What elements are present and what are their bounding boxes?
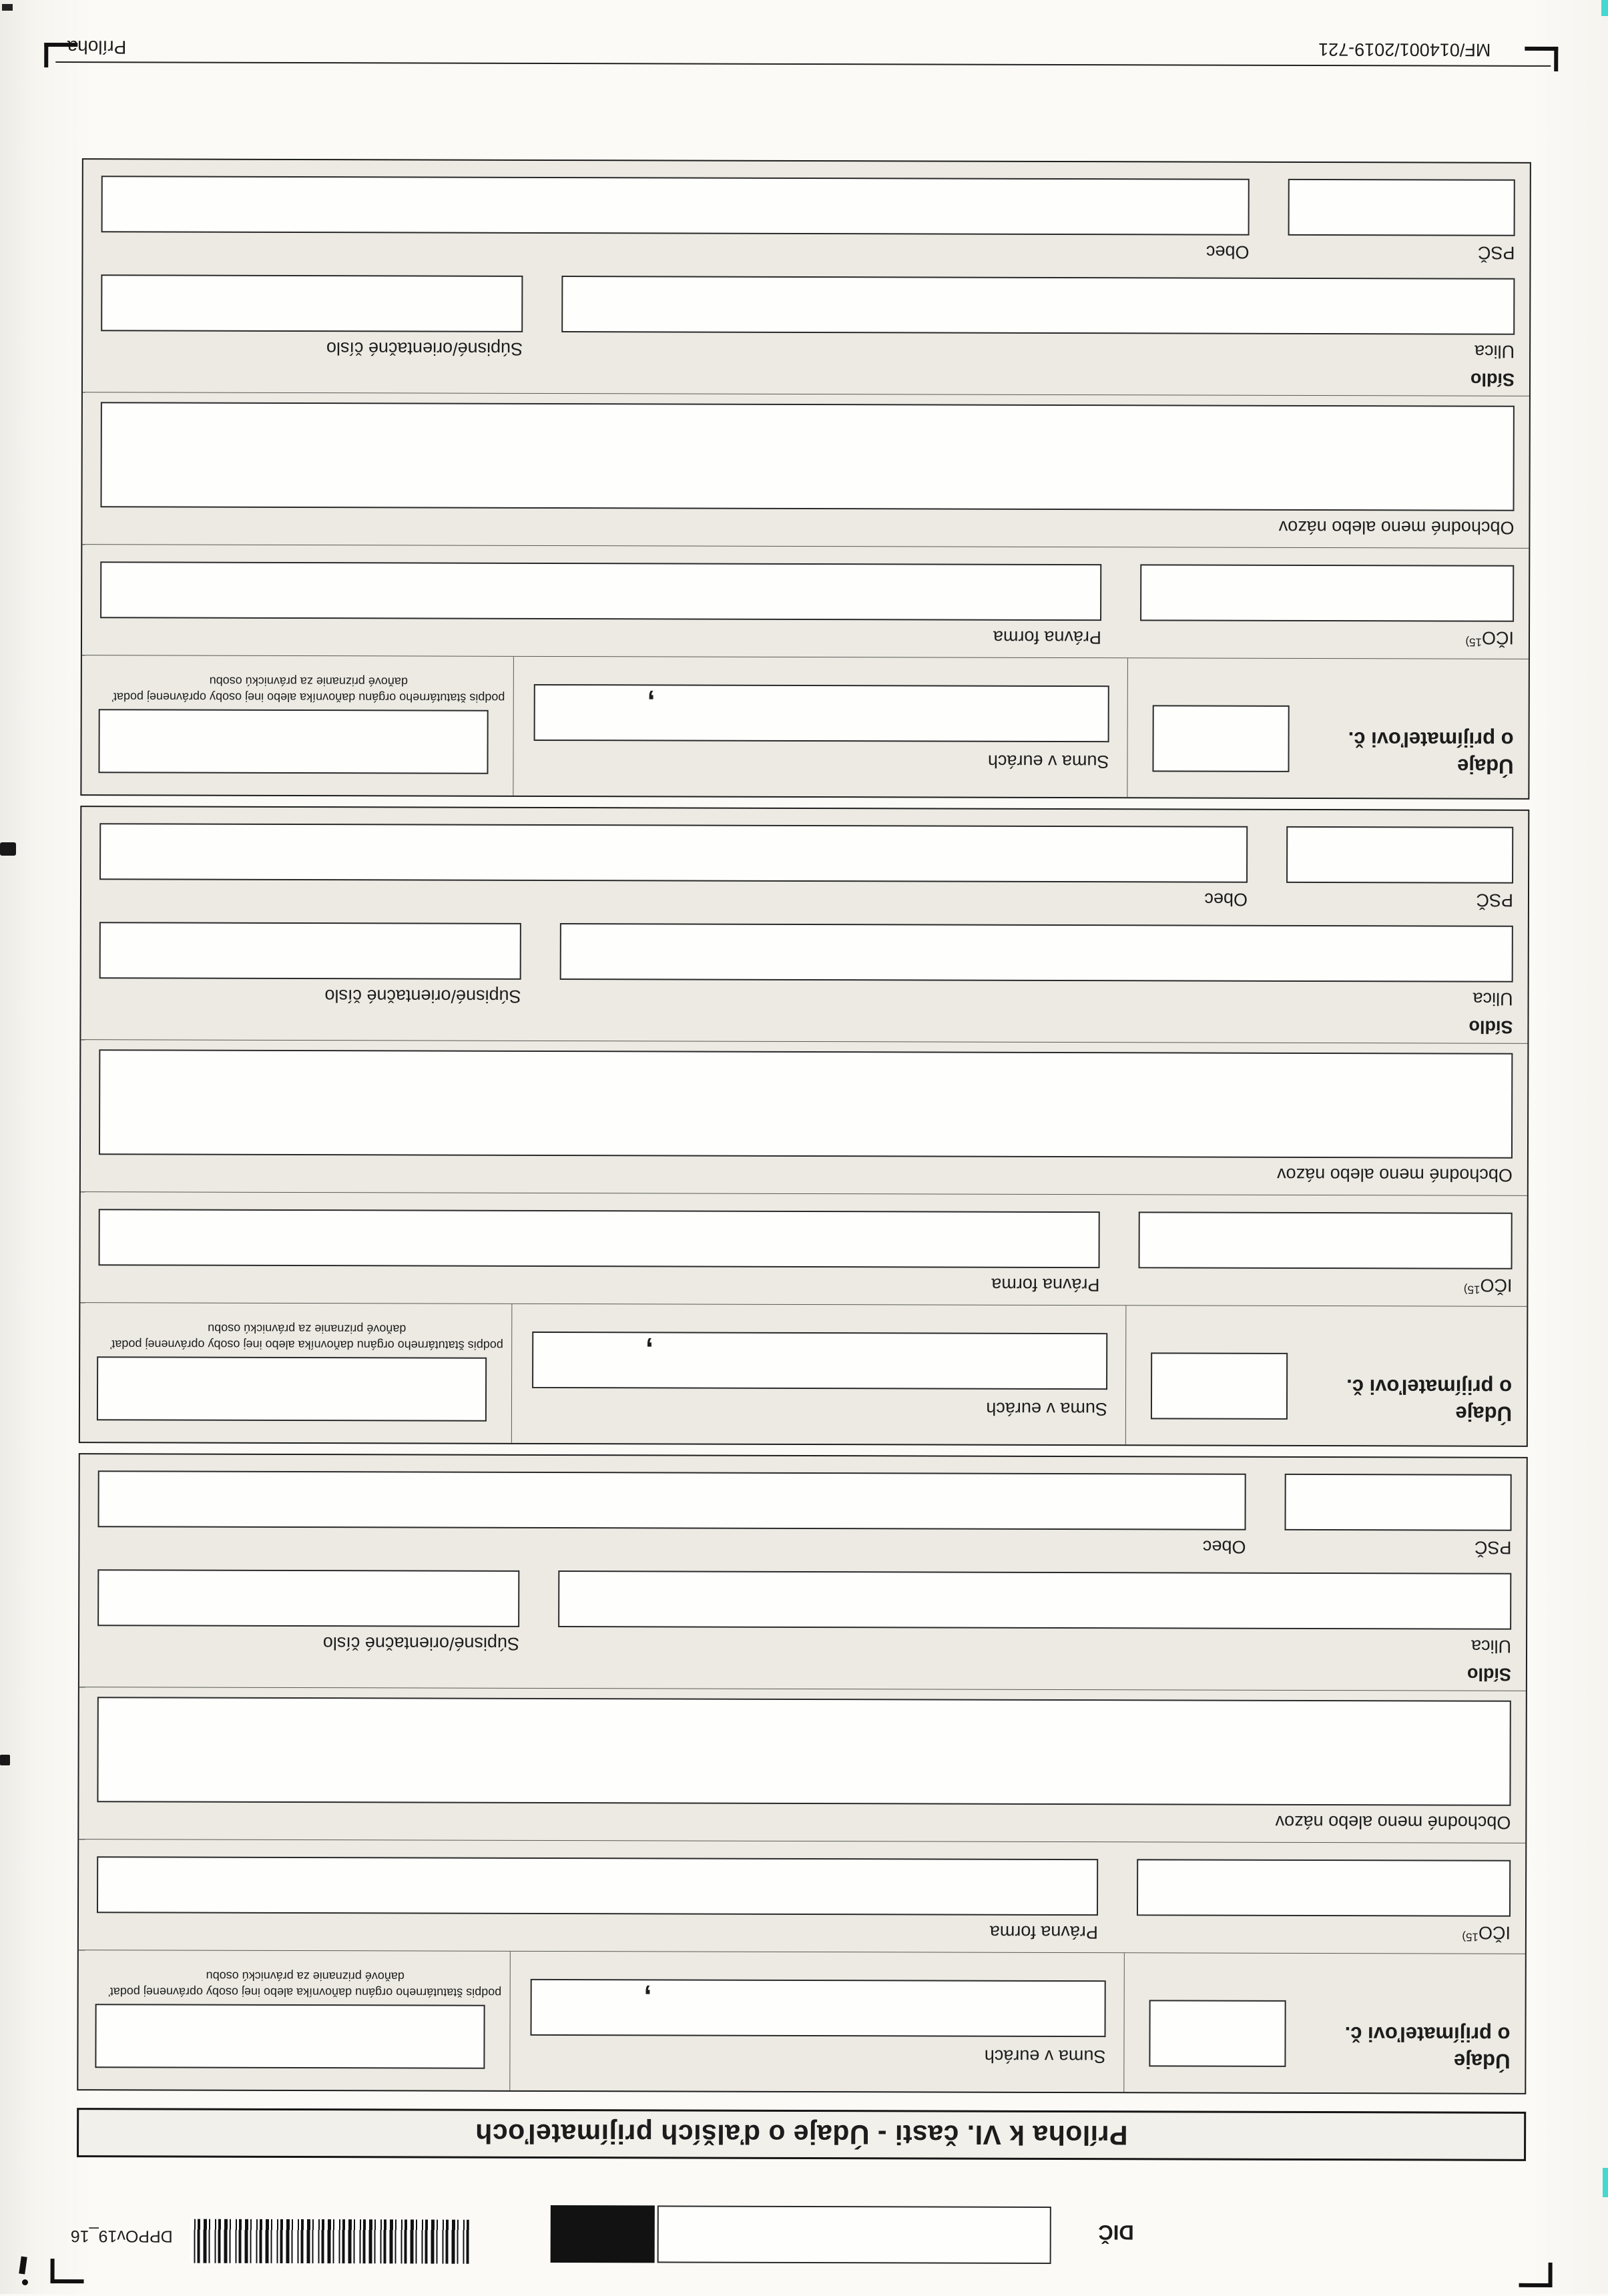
scan-artifact [0, 842, 16, 856]
signature-caption [90, 1968, 521, 2001]
section-title [1344, 2021, 1510, 2074]
obec-field [101, 176, 1250, 236]
signature-caption [93, 673, 524, 706]
ico-field [1139, 1211, 1513, 1269]
divider [82, 655, 1529, 659]
scan-artifact [0, 1755, 10, 1765]
footer-rule [55, 61, 1551, 67]
obec-label: Obec [1205, 242, 1250, 262]
page-title [77, 2108, 1526, 2161]
ulica-label: Ulica [1472, 988, 1513, 1009]
psc-field [1286, 826, 1513, 884]
suma-label: Suma v eurách [984, 2046, 1106, 2067]
ulica-field [560, 923, 1513, 982]
psc-label: PSČ [1474, 1537, 1512, 1558]
sidlo-label: Sídlo [1470, 369, 1515, 390]
ministry-code: MF/014001/2019-721 [1318, 39, 1491, 60]
print-mark-block [551, 2205, 655, 2263]
section-title-line1: Údaje [1457, 754, 1514, 778]
divider [79, 1687, 1526, 1691]
section-title [1348, 726, 1513, 780]
signature-caption-line2: daňové priznanie za právnickú osobu [209, 674, 408, 689]
pravna-forma-label: Právna forma [989, 1922, 1098, 1943]
signature-caption-line1: podpis štatutárneho orgánu daňovníka alebo inej osoby oprávnenej podať [110, 1338, 503, 1352]
ulica-label: Ulica [1475, 341, 1515, 362]
psc-label: PSČ [1476, 890, 1514, 910]
scan-artifact [1603, 2168, 1608, 2197]
corner-mark-icon [1519, 2263, 1553, 2287]
obec-field [98, 1470, 1246, 1530]
supisne-label: Súpisné/orientačné číslo [324, 986, 521, 1007]
psc-field [1288, 179, 1515, 236]
obchodne-meno-label: Obchodné meno alebo názov [1277, 1164, 1513, 1185]
divider [80, 1302, 1527, 1307]
section-title-line1: Údaje [1455, 1402, 1513, 1426]
ico-label: IČO$^{15)}$ [1465, 627, 1515, 649]
amount-field [532, 1332, 1107, 1390]
ulica-field [558, 1570, 1511, 1630]
decimal-comma: , [643, 1984, 652, 2016]
scan-artifact [22, 2279, 28, 2285]
supisne-label: Súpisné/orientačné číslo [322, 1633, 520, 1654]
recipient-section-2 [79, 806, 1529, 1447]
suma-label: Suma v eurách [987, 751, 1109, 772]
divider [1125, 1306, 1127, 1444]
pravna-forma-label: Právna forma [993, 627, 1102, 648]
signature-field [97, 1356, 487, 1422]
recipient-number-field [1152, 705, 1289, 772]
signature-caption [91, 1320, 522, 1354]
divider [81, 1039, 1527, 1044]
divider [1127, 658, 1128, 797]
scan-artifact [2, 4, 13, 11]
scan-artifact [1601, 0, 1608, 16]
page-title-text: Príloha k VI. časti - Údaje o ďalších prijímateľoch [475, 2118, 1128, 2151]
pravna-forma-field [100, 561, 1101, 621]
section-title-line1: Údaje [1453, 2049, 1511, 2073]
obec-label: Obec [1204, 889, 1248, 910]
sidlo-label: Sídlo [1468, 1017, 1513, 1037]
decimal-comma: , [647, 689, 655, 721]
obec-field [99, 823, 1248, 883]
obchodne-meno-label: Obchodné meno alebo názov [1278, 517, 1515, 538]
obchodne-meno-field [97, 1697, 1511, 1806]
recipient-number-field [1151, 1352, 1288, 1420]
divider [1123, 1953, 1125, 2092]
divider [79, 1839, 1525, 1843]
signature-caption-line2: daňové priznanie za právnickú osobu [208, 1322, 407, 1336]
supisne-field [101, 274, 523, 332]
supisne-label: Súpisné/orientačné číslo [326, 338, 523, 359]
psc-field [1284, 1474, 1511, 1531]
section-title-line2: o prijímateľovi č. [1344, 2022, 1511, 2047]
priloha-label: Príloha [67, 37, 127, 58]
section-title [1346, 1374, 1512, 1427]
signature-field [98, 709, 488, 774]
recipient-section-1 [77, 1453, 1527, 2094]
divider [81, 1191, 1527, 1196]
ico-label: IČO$^{15)}$ [1462, 1922, 1511, 1944]
suma-label: Suma v eurách [986, 1398, 1108, 1420]
recipient-section-3 [80, 158, 1531, 800]
sidlo-label: Sídlo [1466, 1664, 1511, 1685]
recipient-number-field [1149, 2000, 1286, 2067]
dic-label: DIČ [1098, 2221, 1134, 2245]
corner-mark-icon [51, 2259, 84, 2283]
pravna-forma-field [97, 1856, 1098, 1916]
obchodne-meno-field [101, 402, 1515, 511]
psc-label: PSČ [1477, 242, 1515, 263]
obchodne-meno-label: Obchodné meno alebo názov [1275, 1811, 1511, 1833]
obchodne-meno-field [99, 1049, 1513, 1159]
barcode-icon [190, 2219, 469, 2264]
obec-label: Obec [1202, 1536, 1246, 1557]
divider [79, 1950, 1525, 1954]
divider [83, 392, 1529, 396]
signature-caption-line1: podpis štatutárneho orgánu daňovníka alebo inej osoby oprávnenej podať [109, 1985, 502, 2000]
supisne-field [97, 1569, 519, 1627]
section-title-line2: o prijímateľovi č. [1348, 728, 1514, 752]
ico-field [1137, 1859, 1511, 1916]
supisne-field [99, 922, 521, 980]
signature-caption-line2: daňové priznanie za právnickú osobu [206, 1969, 405, 1984]
ulica-field [561, 276, 1515, 335]
amount-field [534, 684, 1109, 742]
ico-field [1140, 564, 1514, 621]
signature-field [95, 2004, 485, 2069]
dic-field [657, 2205, 1051, 2264]
ulica-label: Ulica [1470, 1636, 1512, 1657]
pravna-forma-field [99, 1209, 1100, 1268]
amount-field [531, 1979, 1106, 2037]
corner-mark-icon [44, 43, 77, 67]
signature-caption-line1: podpis štatutárneho orgánu daňovníka alebo inej osoby oprávnenej podať [112, 690, 505, 705]
pravna-forma-label: Právna forma [991, 1274, 1100, 1296]
corner-mark-icon [1525, 47, 1558, 71]
form-version-code: DPPOv19_16 [70, 2227, 173, 2246]
section-title-line2: o prijímateľovi č. [1346, 1375, 1513, 1400]
decimal-comma: , [645, 1336, 653, 1368]
ico-label: IČO$^{15)}$ [1463, 1275, 1513, 1296]
divider [82, 544, 1529, 549]
